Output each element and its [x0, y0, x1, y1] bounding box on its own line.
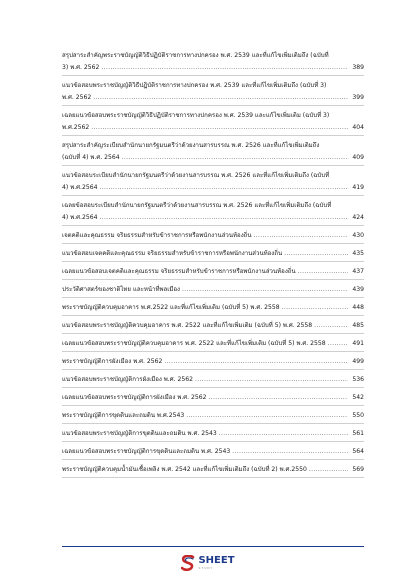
toc-page-number: 561: [352, 430, 364, 437]
entry-divider: [62, 351, 364, 352]
toc-entry-title: พ.ศ.2562: [62, 124, 90, 131]
toc-entry-line: [62, 140, 364, 152]
dot-leader: [195, 374, 348, 386]
toc-page-number: 430: [352, 232, 364, 239]
entry-divider: [62, 105, 364, 106]
toc-entry-line: [62, 248, 364, 260]
toc-entry[interactable]: [62, 266, 364, 280]
toc-entry-title: เฉลยแนวข้อสอบเจตคติและคุณธรรม จริยธรรมสำหรับข้าราชการหรือพนักงานส่วนท้องถิ่น: [62, 268, 296, 275]
toc-entry-title: พระราชบัญญัติควบคุมน้ำมันเชื้อเพลิง พ.ศ. 2542 และที่แก้ไขเพิ่มเติมถึง (ฉบับที่ 2) พ.ศ.2550: [62, 466, 307, 473]
toc-entry-line: [62, 212, 364, 224]
entry-divider: [62, 165, 364, 166]
entry-divider: [62, 441, 364, 442]
toc-entry-title: เจตคติและคุณธรรม จริยธรรมสำหรับข้าราชการหรือพนักงานส่วนท้องถิ่น: [62, 232, 252, 239]
dot-leader: [254, 230, 348, 242]
toc-page-number: 389: [352, 64, 364, 71]
toc-entry[interactable]: [62, 446, 364, 460]
toc-entry-line: [62, 320, 364, 332]
toc-entry-line: [62, 338, 364, 350]
toc-entry-line: [62, 92, 364, 104]
toc-entry[interactable]: [62, 170, 364, 196]
dot-leader: [186, 410, 348, 422]
toc-entry-line: [62, 230, 364, 242]
toc-entry-line: [62, 302, 364, 314]
toc-page-number: 499: [352, 358, 364, 365]
entry-divider: [62, 315, 364, 316]
toc-entry-line: [62, 122, 364, 134]
toc-entry[interactable]: [62, 248, 364, 262]
toc-entry-title: แนวข้อสอบระเบียบสำนักนายกรัฐมนตรีว่าด้วยงานสารบรรณ พ.ศ. 2526 และที่แก้ไขเพิ่มเติมถึง (ฉบับที่: [62, 172, 330, 179]
toc-entry-title: พระราชบัญญัติการขุดดินและถมดิน พ.ศ.2543: [62, 412, 185, 419]
toc-entry[interactable]: [62, 338, 364, 352]
toc-entry-line: [62, 200, 364, 212]
dot-leader: [219, 428, 348, 440]
toc-entry[interactable]: [62, 302, 364, 316]
toc-entry-line: [62, 392, 364, 404]
entry-divider: [62, 225, 364, 226]
toc-entry-line: [62, 110, 364, 122]
dot-leader: [164, 356, 348, 368]
toc-entry-line: [62, 170, 364, 182]
toc-entry[interactable]: [62, 356, 364, 370]
toc-entry-title: พระราชบัญญัติควบคุมอาคาร พ.ศ.2522 และที่แก้ไขเพิ่มเติม (ฉบับที่ 5) พ.ศ. 2558: [62, 304, 280, 311]
toc-page-number: 437: [352, 268, 364, 275]
toc-entry-line: [62, 284, 364, 296]
footer-brand: [0, 552, 416, 574]
toc-entry-line: [62, 152, 364, 164]
dot-leader: [309, 464, 348, 476]
dot-leader: [99, 212, 348, 224]
toc-page-number: 485: [352, 322, 364, 329]
entry-divider: [62, 333, 364, 334]
toc-entry[interactable]: [62, 110, 364, 136]
entry-divider: [62, 405, 364, 406]
entry-divider: [62, 279, 364, 280]
toc-entry-title: แนวข้อสอบพระราชบัญญัติการผังเมือง พ.ศ. 2562: [62, 376, 193, 383]
toc-entry[interactable]: [62, 230, 364, 244]
toc-entry-title: เฉลยแนวข้อสอบพระราชบัญญัติวิธีปฏิบัติราชการทางปกครอง พ.ศ. 2539 และแก้ไขเพิ่มเติม (ฉบับที่ 3): [62, 112, 330, 119]
toc-entry-line: [62, 446, 364, 458]
toc-entry-title: แนวข้อสอบพระราชบัญญัติวิธีปฏิบัติราชการทางปกครอง พ.ศ. 2539 และที่แก้ไขเพิ่มเติมถึง (ฉบับที่ 3): [62, 82, 327, 89]
dot-leader: [99, 182, 348, 194]
toc-entry-title: แนวข้อสอบพระราชบัญญัติควบคุมอาคาร พ.ศ. 2522 และที่แก้ไขเพิ่มเติม (ฉบับที่ 5) พ.ศ. 2558: [62, 322, 313, 329]
toc-page-number: 491: [352, 340, 364, 347]
toc-entry-line: [62, 374, 364, 386]
toc-entry-title: ประวัติศาสตร์ของชาติไทย และหน้าที่พลเมือง: [62, 286, 180, 293]
toc-page-number: 564: [352, 448, 364, 455]
dot-leader: [232, 446, 348, 458]
dot-leader: [284, 248, 348, 260]
dot-leader: [282, 302, 348, 314]
toc-entry-line: [62, 80, 364, 92]
dot-leader: [122, 152, 348, 164]
toc-entry-title: 3) พ.ศ. 2562: [62, 64, 100, 71]
toc-entry-title: เฉลยข้อสอบระเบียบสำนักนายกรัฐมนตรีว่าด้วยงานสารบรรณ พ.ศ. 2526 และที่แก้ไขเพิ่มเติมถึง (ฉบับที่: [62, 202, 332, 209]
toc-entry[interactable]: [62, 50, 364, 76]
toc-page-number: 550: [352, 412, 364, 419]
toc-page-number: 439: [352, 286, 364, 293]
footer-divider: [62, 546, 364, 547]
dot-leader: [314, 320, 348, 332]
brand-name: SHEET: [198, 555, 235, 566]
entry-divider: [62, 297, 364, 298]
toc-entry[interactable]: [62, 80, 364, 106]
dot-leader: [298, 266, 348, 278]
toc-entry[interactable]: [62, 140, 364, 166]
sheet-logo-icon: [181, 555, 195, 571]
toc-page-number: 409: [352, 154, 364, 161]
toc-entry-title: สรุปสาระสำคัญระเบียบสำนักนายกรัฐมนตรีว่าด้วยงานสารบรรณ พ.ศ. 2526 และที่แก้ไขเพิ่มเติมถึง: [62, 142, 320, 149]
entry-divider: [62, 135, 364, 136]
brand-tagline: STUDY: [198, 566, 214, 570]
entry-divider: [62, 195, 364, 196]
toc-entry[interactable]: [62, 464, 364, 478]
entry-divider: [62, 369, 364, 370]
toc-entry-line: [62, 182, 364, 194]
toc-entry[interactable]: [62, 200, 364, 226]
toc-entry[interactable]: [62, 428, 364, 442]
entry-divider: [62, 261, 364, 262]
toc-entry-line: [62, 266, 364, 278]
entry-divider: [62, 459, 364, 460]
toc-entry-title: 4) พ.ศ.2564: [62, 214, 98, 221]
entry-divider: [62, 387, 364, 388]
toc-page-number: 536: [352, 376, 364, 383]
dot-leader: [101, 62, 348, 74]
toc-entry-line: [62, 356, 364, 368]
entry-divider: [62, 243, 364, 244]
toc-entry-title: เฉลยแนวข้อสอบพระราชบัญญัติการผังเมือง พ.ศ. 2562: [62, 394, 207, 401]
toc-page-number: 404: [352, 124, 364, 131]
toc-entry-title: 4) พ.ศ.2564: [62, 184, 98, 191]
toc-entry-line: [62, 464, 364, 476]
toc-entry-line: [62, 50, 364, 62]
toc-entry-title: สรุปสาระสำคัญพระราชบัญญัติวิธีปฏิบัติราชการทางปกครอง พ.ศ. 2539 และที่แก้ไขเพิ่มเติมถึง (ฉบับที่: [62, 52, 329, 59]
toc-page-number: 569: [352, 466, 364, 473]
toc-entry-title: เฉลยแนวข้อสอบพระราชบัญญัติควบคุมอาคาร พ.ศ. 2522 และที่แก้ไขเพิ่มเติม (ฉบับที่ 5) พ.ศ. 2558: [62, 340, 326, 347]
toc-entry-title: (ฉบับที่ 4) พ.ศ. 2564: [62, 154, 120, 161]
dot-leader: [93, 92, 348, 104]
toc-entry[interactable]: [62, 410, 364, 424]
toc-entry[interactable]: [62, 374, 364, 388]
dot-leader: [328, 338, 348, 350]
entry-divider: [62, 423, 364, 424]
toc-page-number: 435: [352, 250, 364, 257]
toc-entry-title: เฉลยแนวข้อสอบพระราชบัญญัติการขุดดินและถมดิน พ.ศ. 2543: [62, 448, 231, 455]
toc-entry-title: พ.ศ. 2562: [62, 94, 92, 101]
toc-entry-title: แนวข้อสอบพระราชบัญญัติการขุดดินและถมดิน พ.ศ. 2543: [62, 430, 217, 437]
entry-divider: [62, 477, 364, 478]
entry-divider: [62, 75, 364, 76]
table-of-contents: [62, 50, 364, 482]
dot-leader: [182, 284, 348, 296]
toc-page-number: 419: [352, 184, 364, 191]
toc-entry[interactable]: [62, 392, 364, 406]
dot-leader: [91, 122, 348, 134]
dot-leader: [209, 392, 348, 404]
toc-entry-line: [62, 428, 364, 440]
toc-page-number: 424: [352, 214, 364, 221]
toc-page-number: 399: [352, 94, 364, 101]
toc-entry-line: [62, 62, 364, 74]
toc-page-number: 448: [352, 304, 364, 311]
toc-entry-line: [62, 410, 364, 422]
toc-entry[interactable]: [62, 320, 364, 334]
toc-entry-title: แนวข้อสอบเจตคติและคุณธรรม จริยธรรมสำหรับข้าราชการหรือพนักงานส่วนท้องถิ่น: [62, 250, 283, 257]
toc-entry[interactable]: [62, 284, 364, 298]
toc-page-number: 542: [352, 394, 364, 401]
toc-entry-title: พระราชบัญญัติการผังเมือง พ.ศ. 2562: [62, 358, 163, 365]
